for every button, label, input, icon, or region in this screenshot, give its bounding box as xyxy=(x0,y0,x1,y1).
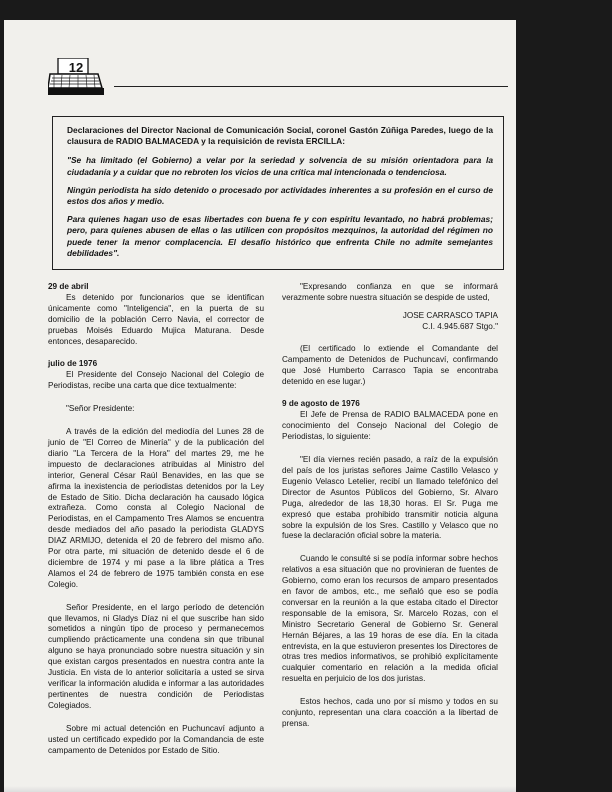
signature-id: C.I. 4.945.687 Stgo." xyxy=(422,321,498,331)
document-page xyxy=(4,20,516,792)
paragraph: Señor Presidente, en el largo período de detención que llevamos, ni Gladys Díaz ni el que suscribe han sido sometidos a ningún tipo de proceso y permanecemos cumpliendo prácticamente una condena sin que tribunal alguno se haya pronunciado sobre nuestra situación y sin que existan cargos presentados en nuestra contra ante la Justicia. En vista de lo anterior solicitaría a usted se sirva verificar la información aludida e informar a las autoridades pertinentes de nuestra condición de Periodistas Colegiados. xyxy=(48,602,264,710)
page-header xyxy=(48,58,508,102)
paragraph: "Expresando confianza en que se informará verazmente sobre nuestra situación se despide de usted, xyxy=(282,282,498,302)
paragraph: Estos hechos, cada uno por sí mismo y todos en su conjunto, representan una clara coacción a la libertad de prensa. xyxy=(282,697,498,728)
box-quote-3: Para quienes hagan uso de esas libertades con buena fe y con espíritu levantado, no habrá problemas; pero, para quienes abusen de ellas o las utilicen con propósitos mezquinos, la autoridad del régimen no puede tener la menor complacencia. El desafío histórico que enfrenta Chile no admite semejantes debilidades". xyxy=(67,214,493,258)
letter-salutation: "Señor Presidente: xyxy=(66,404,135,414)
paragraph: El Jefe de Prensa de RADIO BALMACEDA pone en conocimiento del Consejo Nacional del Colegio de Periodistas, lo siguiente: xyxy=(282,410,498,442)
box-quote-1: "Se ha limitado (el Gobierno) a velar por la seriedad y solvencia de su misión orientadora para la ciudadanía y a cuidar que no rebroten los vicios de una crítica mal intencionada o tendenciosa. xyxy=(67,155,493,177)
paragraph: Es detenido por funcionarios que se identifican únicamente como "Inteligencia", en la puerta de su domicilio de la población Cerro Navia, el corrector de pruebas Moisés Eduardo Mujica Maturana. Desde entonces, desaparecido. xyxy=(48,292,264,346)
section-date-heading: 29 de abril xyxy=(48,282,89,291)
signature-name: JOSE CARRASCO TAPIA xyxy=(402,310,498,320)
paragraph: El Presidente del Consejo Nacional del Colegio de Periodistas, recibe una carta que dice textualmente: xyxy=(48,370,264,391)
page-bottom-shadow xyxy=(4,786,516,792)
paragraph: (El certificado lo extiende el Comandante del Campamento de Detenidos de Puchuncaví, confirmando que José Humberto Carrasco Tapia se encontraba detenido en ese lugar.) xyxy=(282,343,498,386)
paragraph: Sobre mi actual detención en Puchuncaví adjunto a usted un certificado expedido por la Comandancia de este campamento de Detenidos por Estado de Sitio. xyxy=(48,723,264,755)
paragraph: A través de la edición del mediodía del Lunes 28 de junio de "El Correo de Minería" y de la publicación del diario "La Tercera de la Hora" del martes 29, me he impuesto de declaraciones atribuidas al Ministro del interior, General César Raúl Benavides, en las que se afirma la inexistencia de periodistas detenidos por la Ley de Estado de Sitio. Dicha declaración ha causado lógica extrañeza. Como consta al Colegio Nacional de Periodistas, en el Campamento Tres Alamos se encuentra desde mediados del año pasado la periodista GLADYS DIAZ ARMIJO, detenida el 20 de febrero del mismo año. Por otra parte, mi situación de detenido desde el 6 de diciembre de 1974 y mi pase a la libre plática a Tres Alamos el 24 de febrero de 1975 también consta en ese Colegio. xyxy=(48,427,264,589)
right-column xyxy=(282,282,498,730)
paragraph: "El día viernes recién pasado, a raíz de la expulsión del país de los juristas señores Jaime Castillo Velasco y Eugenio Velasco Letelier, recibí un llamado telefónico del Director de Asuntos Públicos del Gobierno, Sr. Alvaro Puga, alrededor de las 18,30 horas. El Sr. Puga me expresó que estaba prohibido transmitir noticia alguna sobre la expulsión de los Sres. Castillo y Velasco que no fuese la declaración oficial sobre la materia. xyxy=(282,455,498,541)
box-intro: Declaraciones del Director Nacional de Comunicación Social, coronel Gastón Zúñiga Paredes, luego de la clausura de RADIO BALMACEDA y la requisición de revista ERCILLA: xyxy=(67,125,493,147)
signature-block xyxy=(282,310,498,332)
header-rule xyxy=(114,86,508,87)
page-number: 12 xyxy=(68,60,84,75)
quote-box xyxy=(52,116,504,270)
left-column xyxy=(48,282,264,756)
section-date-heading: julio de 1976 xyxy=(48,359,98,369)
paragraph: Cuando le consulté si se podía informar sobre hechos relativos a esa situación que no provinieran de fuentes de Gobierno, como eran los recursos de amparo presentados en favor de ambos, etc., me señaló que eso se podía conversar en la reunión a la que estaba citado el Director responsable de la emisora, Sr. Marcelo Rozas, con el Ministro Secretario General de Gobierno Sr. General Hernán Béjares, a las 19 horas de ese día. En la citada entrevista, en la que estuvieron presentes los Directores de otras tres medios informativos, se prohibió explícitamente cualquier comentario en relación a la medida oficial resuelta en perjuicio de los dos juristas. xyxy=(282,554,498,684)
box-quote-2: Ningún periodista ha sido detenido o procesado por actividades inherentes a su profesión en el curso de estos dos años y medio. xyxy=(67,184,493,207)
section-date-heading: 9 de agosto de 1976 xyxy=(282,399,360,409)
